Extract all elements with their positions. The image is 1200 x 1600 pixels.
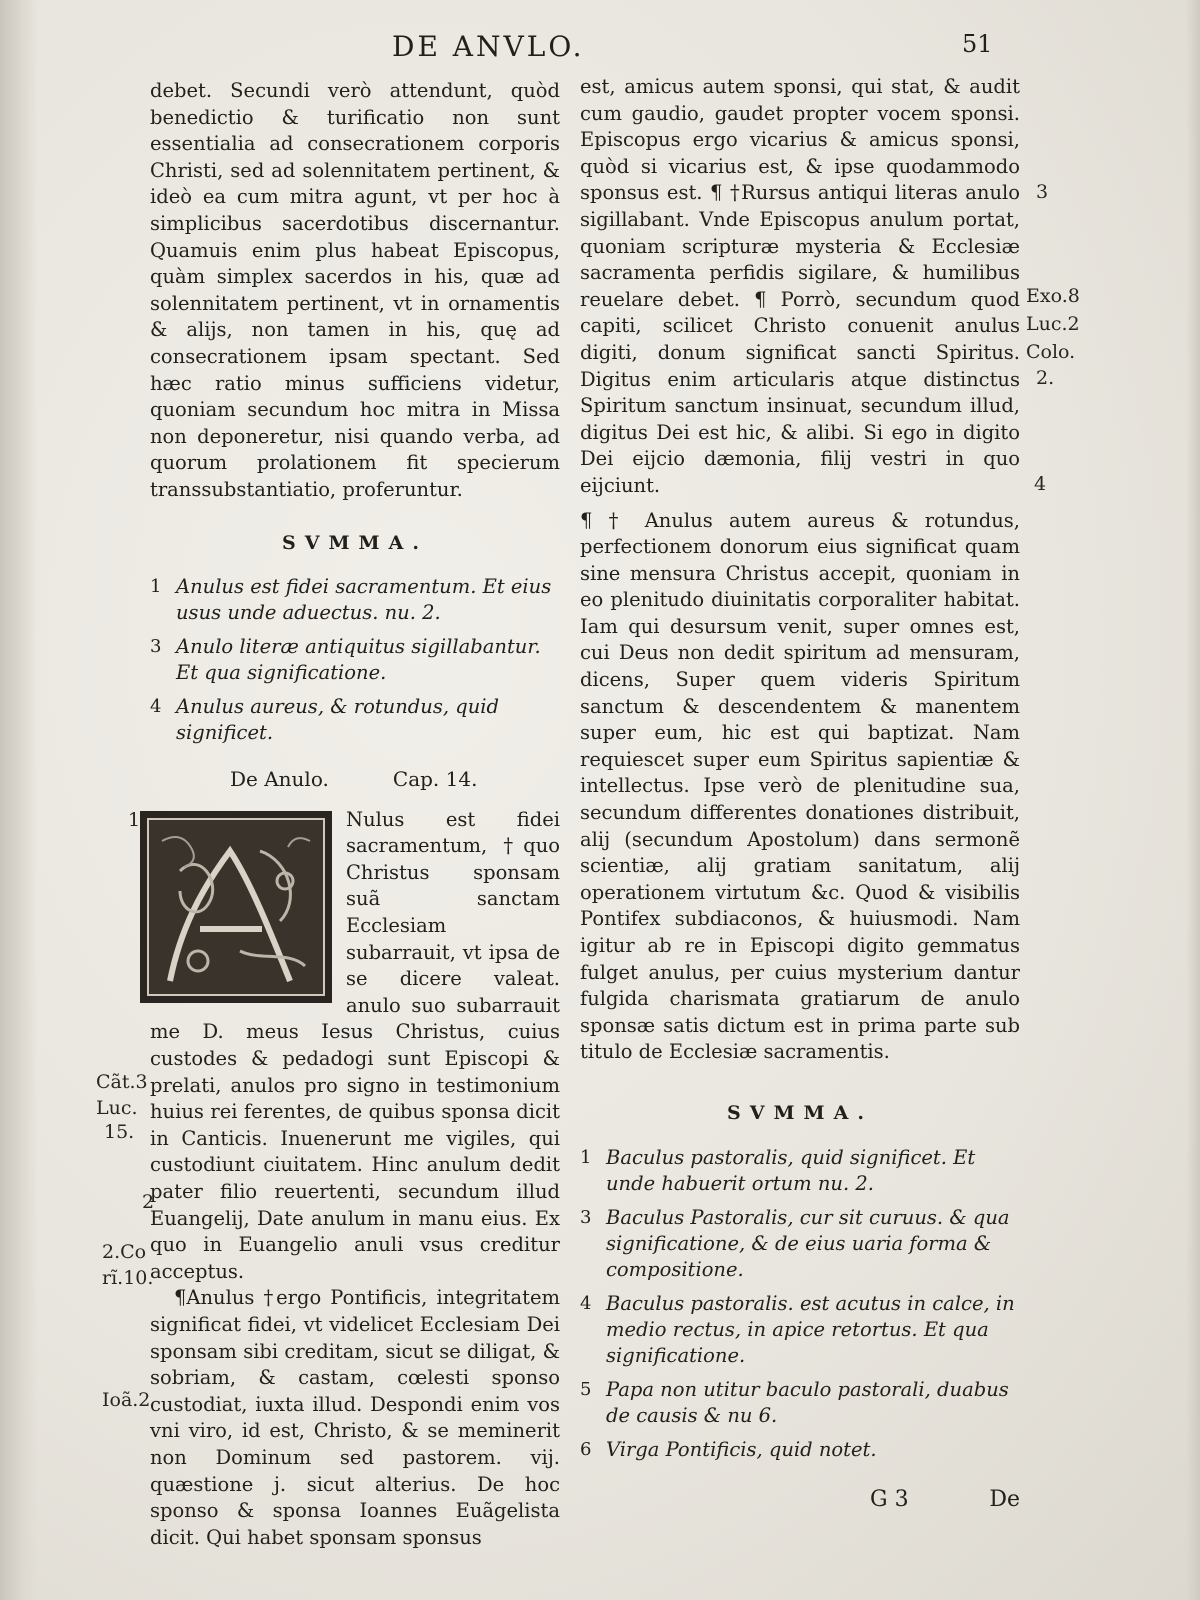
woodcut-initial-a [140,811,332,1003]
right-paragraph-1: est, amicus autem sponsi, qui stat, & audit cum gaudio, gaudet propter vocem sponsi. Episcopus ergo vicarius & amicus sponsi, quòd si vicarius est, & ipse quodammodo sponsus est. ¶ †Rursus antiqui literas anulo sigillabant. Vnde Episcopus anulum portat, quoniam scripturæ mysteria & Ecclesiæ sacramenta perfidis sigilare, & humilibus reuelare debet. ¶ Porrò, secundum quod capiti, scilicet Christo conuenit anulus digiti, donum significat sancti Spiritus. Digitus enim articularis atque distinctus Spiritum sanctum insinuat, secundum illud, digitus Dei est hic, & alibi. Si ego in digito Dei eijcio dæmonia, filij vestri in quo eijciunt. [580,75,1020,497]
signature-mark: G 3 [870,1486,909,1512]
margin-note-colo: Colo. [1026,341,1076,363]
summa-item-text: Baculus Pastoralis, cur sit curuus. & qua significatione, & de eius uaria forma & compositione. [606,1205,1010,1281]
left-paragraph-2 [150,807,560,1286]
right-paragraph-2: ¶ † Anulus autem aureus & rotundus, perfectionem donorum eius significat quam sine mensura Christus accepit, quoniam in eo plenitudo diuinitatis corporaliter habitat. Iam qui desursum venit, super omnes est, cui Deus non dedit spiritum ad mensuram, dicens, Super quem videris Spiritum sanctum & descendentem & manentem super eum, hic est qui baptizat. Nam requiescet super eum Spiritus sapientiæ & intellectus. Ipse verò de plenitudine sua, secundum differentes donationes distribuit, alij (secundum Apostolum) dans sermonẽ scientiæ, alij gratiam sanitatum, alij operationem virtutum &c. Quod & visibilis Pontifex subdiaconos, & huiusmodi. Nam igitur ab re in Episcopi digito gemmatus fulget anulus, per cuius mysterium dantur fulgida charismata gratiarum de anulo sponsæ satis dictum est in prima parte sub titulo de Ecclesiæ sacramentis. [580,508,1020,1064]
margin-note-15: 15. [104,1121,135,1143]
summa-item-number: 3 [580,1206,592,1228]
margin-note-ioa: Ioã.2 [102,1389,151,1411]
summa-heading-right: SVMMA. [727,1101,873,1124]
summa-item-number: 1 [150,576,162,598]
margin-note-cor: 2.Co [102,1241,147,1263]
summa-item-text: Anulus aureus, & rotundus, quid significet. [176,695,499,745]
margin-note-2-right: 2. [1036,367,1055,389]
margin-note-luc: Luc. [96,1097,138,1119]
page-footer [580,1487,1020,1514]
summa-item [580,1377,1020,1429]
chapter-title: De Anulo. [230,767,329,792]
summa-item-number: 3 [150,636,162,658]
summa-item [580,1145,1020,1197]
margin-note-4: 4 [1034,473,1047,495]
summa-heading-left: SVMMA. [282,531,428,554]
catchword: De [989,1486,1020,1512]
margin-note-3: 3 [1036,181,1049,203]
summa-item [150,634,560,686]
summa-item-number: 4 [580,1292,592,1314]
running-head: DE ANVLO. [392,30,585,63]
summa-item-number: 5 [580,1378,592,1400]
summa-item-text: Anulus est fidei sacramentum. Et eius usus unde aduectus. nu. 2. [176,575,552,625]
page-number: 51 [962,30,993,58]
chapter-heading [230,766,560,793]
binding-gutter [0,0,38,1600]
summa-item-number: 6 [580,1438,592,1460]
summa-item [580,1205,1020,1283]
summa-item [580,1437,1020,1463]
left-paragraph-1: debet. Secundi verò attendunt, quòd benedictio & turificatio non sunt essentialia ad consecrationem corporis Christi, sed ad solennitatem pertinent, & ideò ea cum mitra agunt, vt per hoc à simplicibus sacerdotibus discernantur. Quamuis enim plus habeat Episcopus, quàm simplex sacerdos in his, quæ ad solennitatem pertinent, vt in ornamentis & alijs, non tamen in his, quę ad consecrationem ipsam spectant. Sed hæc ratio minus sufficiens videtur, quoniam secundum hoc mitra in Missa non deponeretur, nisi quando verba, ad quorum prolationem fit specierum transsubstantiatio, proferuntur. [150,79,560,501]
right-column [580,74,1020,1513]
summa-item-number: 4 [150,696,162,718]
summa-item-text: Papa non utitur baculo pastorali, duabus de causis & nu 6. [606,1377,1009,1427]
margin-note-1: 1 [128,809,141,831]
woodcut-initial-illustration [140,811,332,1003]
margin-note-luc-right: Luc.2 [1026,313,1080,335]
summa-item [150,574,560,626]
summa-item-text: Baculus pastoralis, quid significet. Et unde habuerit ortum nu. 2. [606,1145,976,1195]
page-edge [1186,0,1200,1600]
left-column [150,78,560,1551]
chapter-number: Cap. 14. [392,767,478,792]
chapter-body-text: Nulus est fidei sacramentum, †quo Christus sponsam suã sanctam Ecclesiam subarrauit, vt ipsa de se dicere valeat. anulo suo subarrauit me D. meus Iesus Christus, cuius custodes & pedadogi sunt Episcopi & prelati, anulos pro signo in testimonium huius rei ferentes, de quibus sponsa dicit in Canticis. Inuenerunt me vigiles, qui custodiunt ciuitatem. Hinc anulum dedit pater filio reuertenti, secundum illud Euangelij, Date anulum in manu eius. Ex quo in Euangelio anuli vsus creditur acceptus. [150,807,560,1283]
summa-item-text: Baculus pastoralis. est acutus in calce, in medio rectus, in apice retortus. Et qua significatione. [606,1291,1015,1367]
margin-note-cor-2: rĩ.10. [102,1267,154,1289]
summa-item [150,694,560,746]
summa-item-text: Anulo literæ antiquitus sigillabantur. Et qua significatione. [176,635,541,685]
left-paragraph-3: ¶Anulus †ergo Pontificis, integritatem significat fidei, vt videlicet Ecclesiam Dei sponsam sibi creditam, sicut se diligat, & sobriam, & castam, cœlesti sponso custodiat, iuxta illud. Despondi enim vos vni viro, id est, Christo, & se meminerit non Dominum sed pastorem. vij. quæstione j. sicut alterius. De hoc sponso & sponsa Ioannes Euãgelista dicit. Qui habet sponsam sponsus [150,1286,560,1549]
summa-item [580,1291,1020,1369]
summa-item-number: 1 [580,1146,592,1168]
margin-note-cant: Cãt.3 [96,1071,148,1093]
margin-note-exo: Exo.8 [1026,285,1080,307]
margin-note-2: 2 [142,1191,155,1213]
summa-item-text: Virga Pontificis, quid notet. [606,1437,877,1461]
